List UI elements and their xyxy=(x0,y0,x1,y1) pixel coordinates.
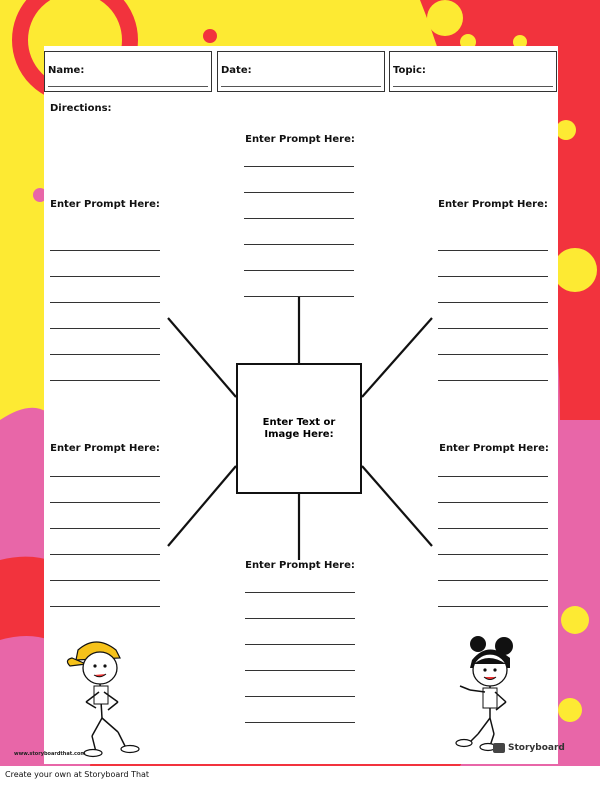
directions-label: Directions: xyxy=(50,103,112,114)
writing-line[interactable] xyxy=(438,302,548,303)
writing-line[interactable] xyxy=(50,302,160,303)
writing-line[interactable] xyxy=(438,606,548,607)
writing-line[interactable] xyxy=(245,670,355,671)
writing-line[interactable] xyxy=(50,580,160,581)
writing-line[interactable] xyxy=(245,722,355,723)
writing-line[interactable] xyxy=(244,192,354,193)
prompt-upper-left[interactable]: Enter Prompt Here: xyxy=(50,199,160,210)
writing-line[interactable] xyxy=(50,328,160,329)
writing-line[interactable] xyxy=(50,476,160,477)
writing-line[interactable] xyxy=(50,502,160,503)
prompt-bottom[interactable]: Enter Prompt Here: xyxy=(245,560,355,571)
writing-line[interactable] xyxy=(244,218,354,219)
writing-line[interactable] xyxy=(50,354,160,355)
storyboard-logo-icon xyxy=(493,743,505,753)
writing-line[interactable] xyxy=(245,618,355,619)
writing-line[interactable] xyxy=(438,476,548,477)
storyboard-logo-text: Storyboard xyxy=(508,743,565,753)
writing-line[interactable] xyxy=(245,592,355,593)
writing-line[interactable] xyxy=(438,502,548,503)
name-label: Name: xyxy=(48,65,85,76)
writing-line[interactable] xyxy=(50,380,160,381)
writing-line[interactable] xyxy=(438,528,548,529)
writing-line[interactable] xyxy=(244,270,354,271)
writing-line[interactable] xyxy=(245,644,355,645)
writing-line[interactable] xyxy=(438,250,548,251)
writing-line[interactable] xyxy=(50,554,160,555)
writing-line[interactable] xyxy=(50,606,160,607)
prompt-lower-right[interactable]: Enter Prompt Here: xyxy=(439,443,549,454)
prompt-top[interactable]: Enter Prompt Here: xyxy=(245,134,355,145)
writing-line[interactable] xyxy=(50,528,160,529)
center-text: Enter Text or Image Here: xyxy=(262,416,336,440)
writing-line[interactable] xyxy=(438,328,548,329)
girl-illustration xyxy=(448,630,528,755)
writing-line[interactable] xyxy=(438,354,548,355)
storyboard-logo[interactable] xyxy=(493,743,565,753)
writing-line[interactable] xyxy=(245,696,355,697)
writing-line[interactable] xyxy=(438,580,548,581)
writing-line[interactable] xyxy=(438,276,548,277)
date-label: Date: xyxy=(221,65,252,76)
writing-line[interactable] xyxy=(50,276,160,277)
prompt-lower-left[interactable]: Enter Prompt Here: xyxy=(50,443,160,454)
writing-line[interactable] xyxy=(244,296,354,297)
writing-line[interactable] xyxy=(438,380,548,381)
watermark-url[interactable]: www.storyboardthat.com xyxy=(14,751,86,757)
writing-line[interactable] xyxy=(438,554,548,555)
boy-illustration xyxy=(66,636,146,761)
prompt-upper-right[interactable]: Enter Prompt Here: xyxy=(438,199,548,210)
caption[interactable]: Create your own at Storyboard That xyxy=(5,770,150,779)
writing-line[interactable] xyxy=(244,166,354,167)
writing-line[interactable] xyxy=(244,244,354,245)
topic-label: Topic: xyxy=(393,65,426,76)
center-box[interactable] xyxy=(236,363,362,494)
writing-line[interactable] xyxy=(50,250,160,251)
